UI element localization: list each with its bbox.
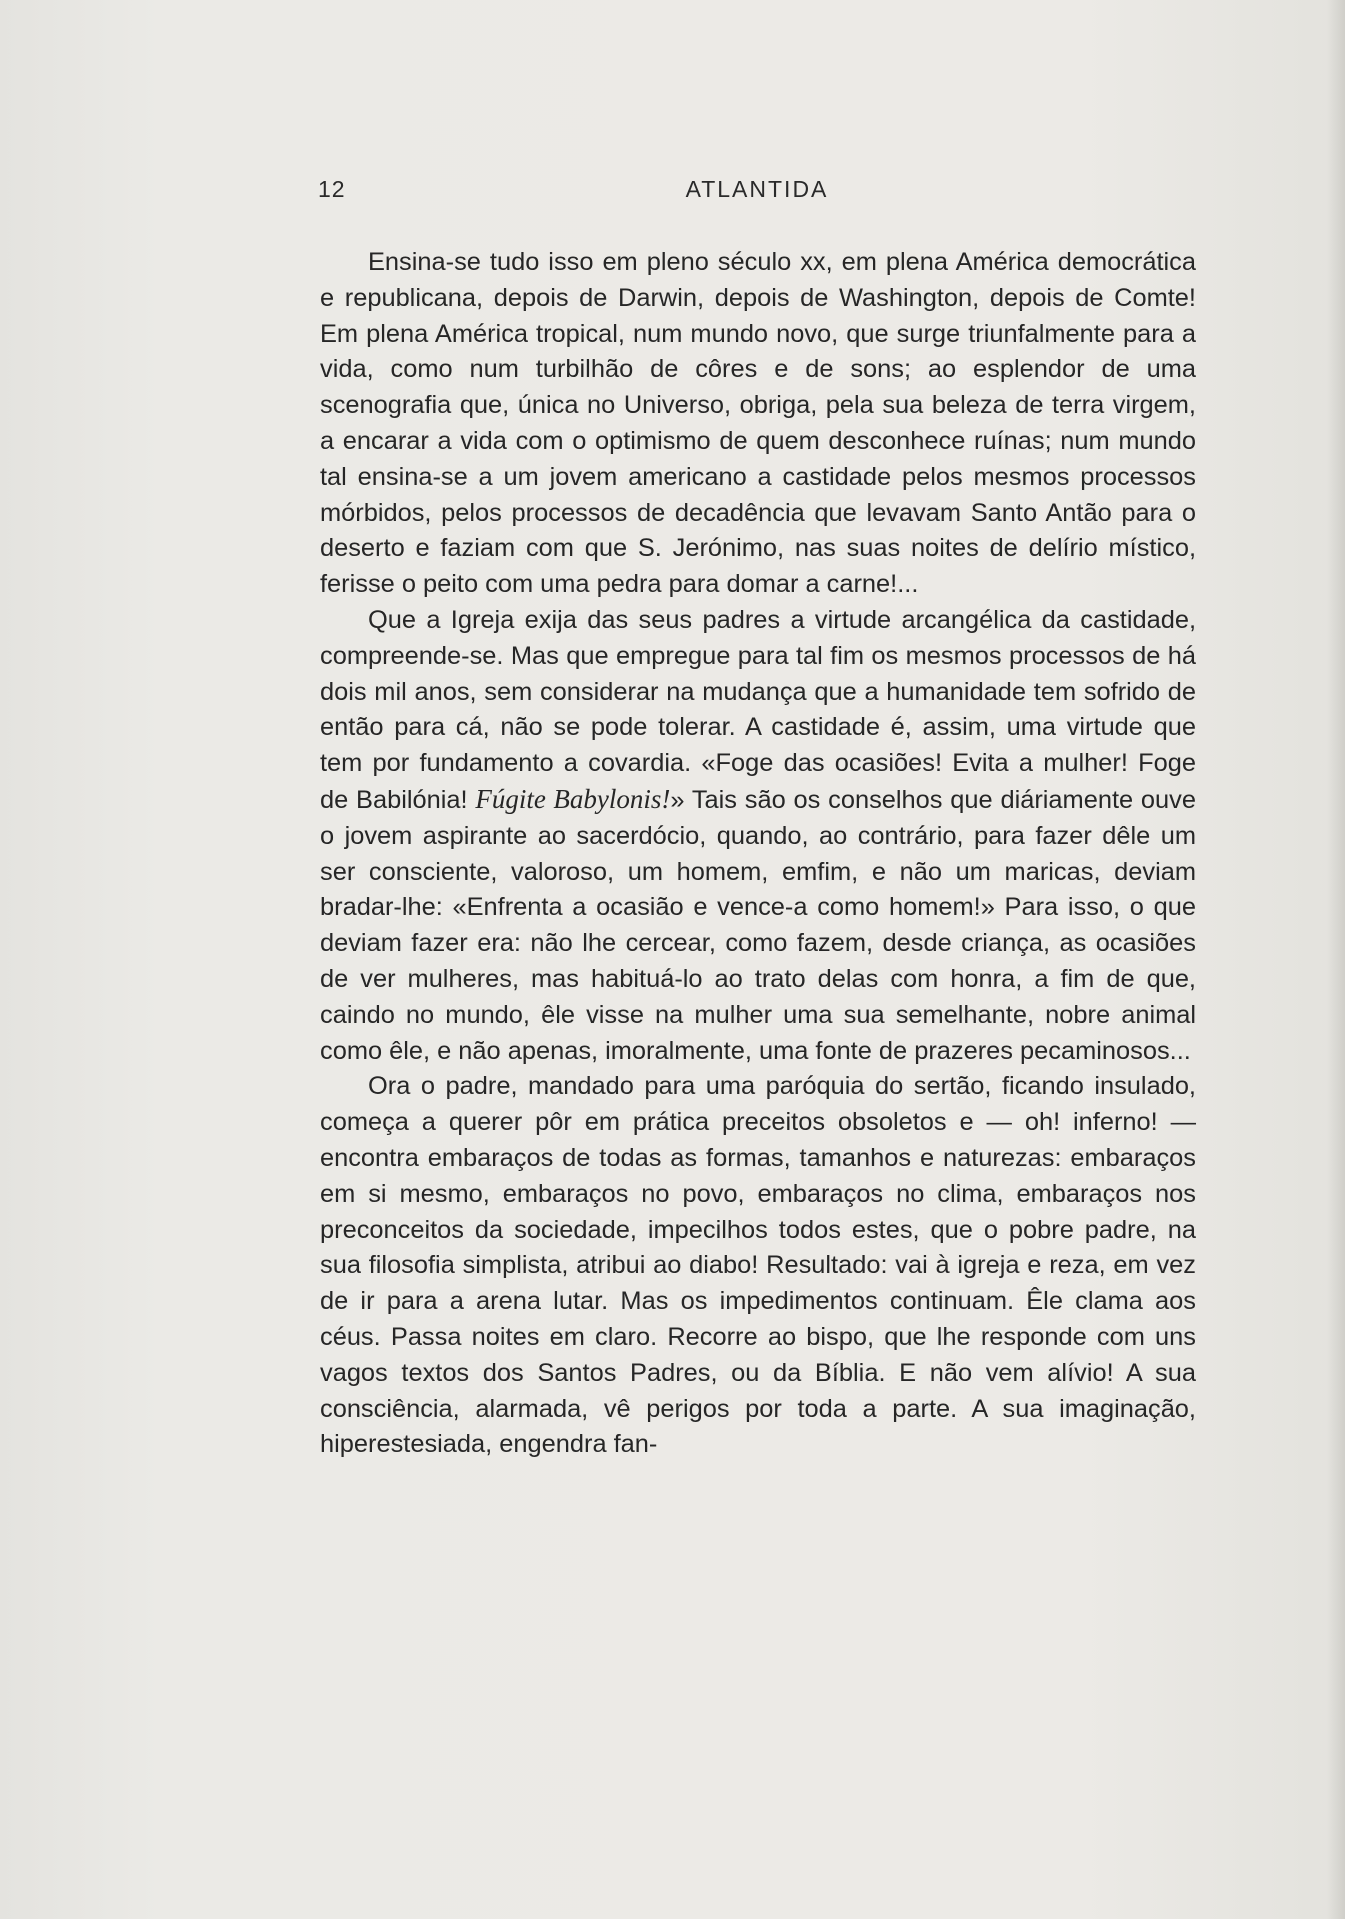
paragraph-3: Ora o padre, mandado para uma paróquia do sertão, ficando insulado, começa a querer pôr em prática preceitos obsoletos e — oh! inferno! — encontra embaraços de todas as formas, tamanhos e naturezas: embaraços em si mesmo, embaraços no povo, embaraços no clima, embaraços nos preconceitos da sociedade, impecilhos todos estes, que o pobre padre, na sua filosofia simplista, atribui ao diabo! Resultado: vai à igreja e reza, em vez de ir para a arena lutar. Mas os impedimentos continuam. Êle clama aos céus. Passa noites em claro. Recorre ao bispo, que lhe responde com uns vagos textos dos Santos Padres, ou da Bíblia. E não vem alívio! A sua consciência, alarmada, vê perigos por toda a parte. A sua imaginação, hiperestesiada, engendra fan- [320, 1072, 1196, 1459]
paragraph-2-text-after: » Tais são os conselhos que diáriamente ouve o jovem aspirante ao sacerdócio, quando, ao contrário, para fazer dêle um ser consciente, valoroso, um homem, emfim, e não um maricas, deviam bradar-lhe: «Enfrenta a ocasião e vence-a como homem!» Para isso, o que deviam fazer era: não lhe cercear, como fazem, desde criança, as ocasiões de ver mulheres, mas habituá-lo ao trato delas com honra, a fim de que, caindo no mundo, êle visse na mulher uma sua semelhante, nobre animal como êle, e não apenas, imoralmente, uma fonte de prazeres pecaminosos... [320, 785, 1196, 1065]
paragraph-2 [320, 603, 1196, 1069]
page-number: 12 [318, 176, 346, 202]
paragraph-2-text-before: Que a Igreja exija das seus padres a virtude arcangélica da castidade, compreende-se. Mas que empregue para tal fim os mesmos processos de há dois mil anos, sem considerar na mudança que a humanidade tem sofrido de então para cá, não se pode tolerar. A castidade é, assim, uma virtude que tem por fundamento a covardia. «Foge das ocasiões! Evita a mulher! Foge de Babilónia! [320, 605, 1196, 814]
paragraph-1: Ensina-se tudo isso em pleno século xx, em plena América democrática e republicana, depois de Darwin, depois de Washington, depois de Comte! Em plena América tropical, num mundo novo, que surge triunfalmente para a vida, como num turbilhão de côres e de sons; ao esplendor de uma scenografia que, única no Universo, obriga, pela sua beleza de terra virgem, a encarar a vida com o optimismo de quem desconhece ruínas; num mundo tal ensina-se a um jovem americano a castidade pelos mesmos processos mórbidos, pelos processos de decadência que levavam Santo Antão para o deserto e faziam com que S. Jerónimo, nas suas noites de delírio místico, ferisse o peito com uma pedra para domar a carne!... [320, 248, 1196, 599]
latin-phrase: Fúgite Babylonis! [475, 783, 671, 814]
body-text [320, 245, 1196, 1463]
page-edge-shadow [1327, 0, 1345, 1919]
page-header [318, 176, 1196, 216]
running-title: ATLANTIDA [685, 176, 829, 202]
